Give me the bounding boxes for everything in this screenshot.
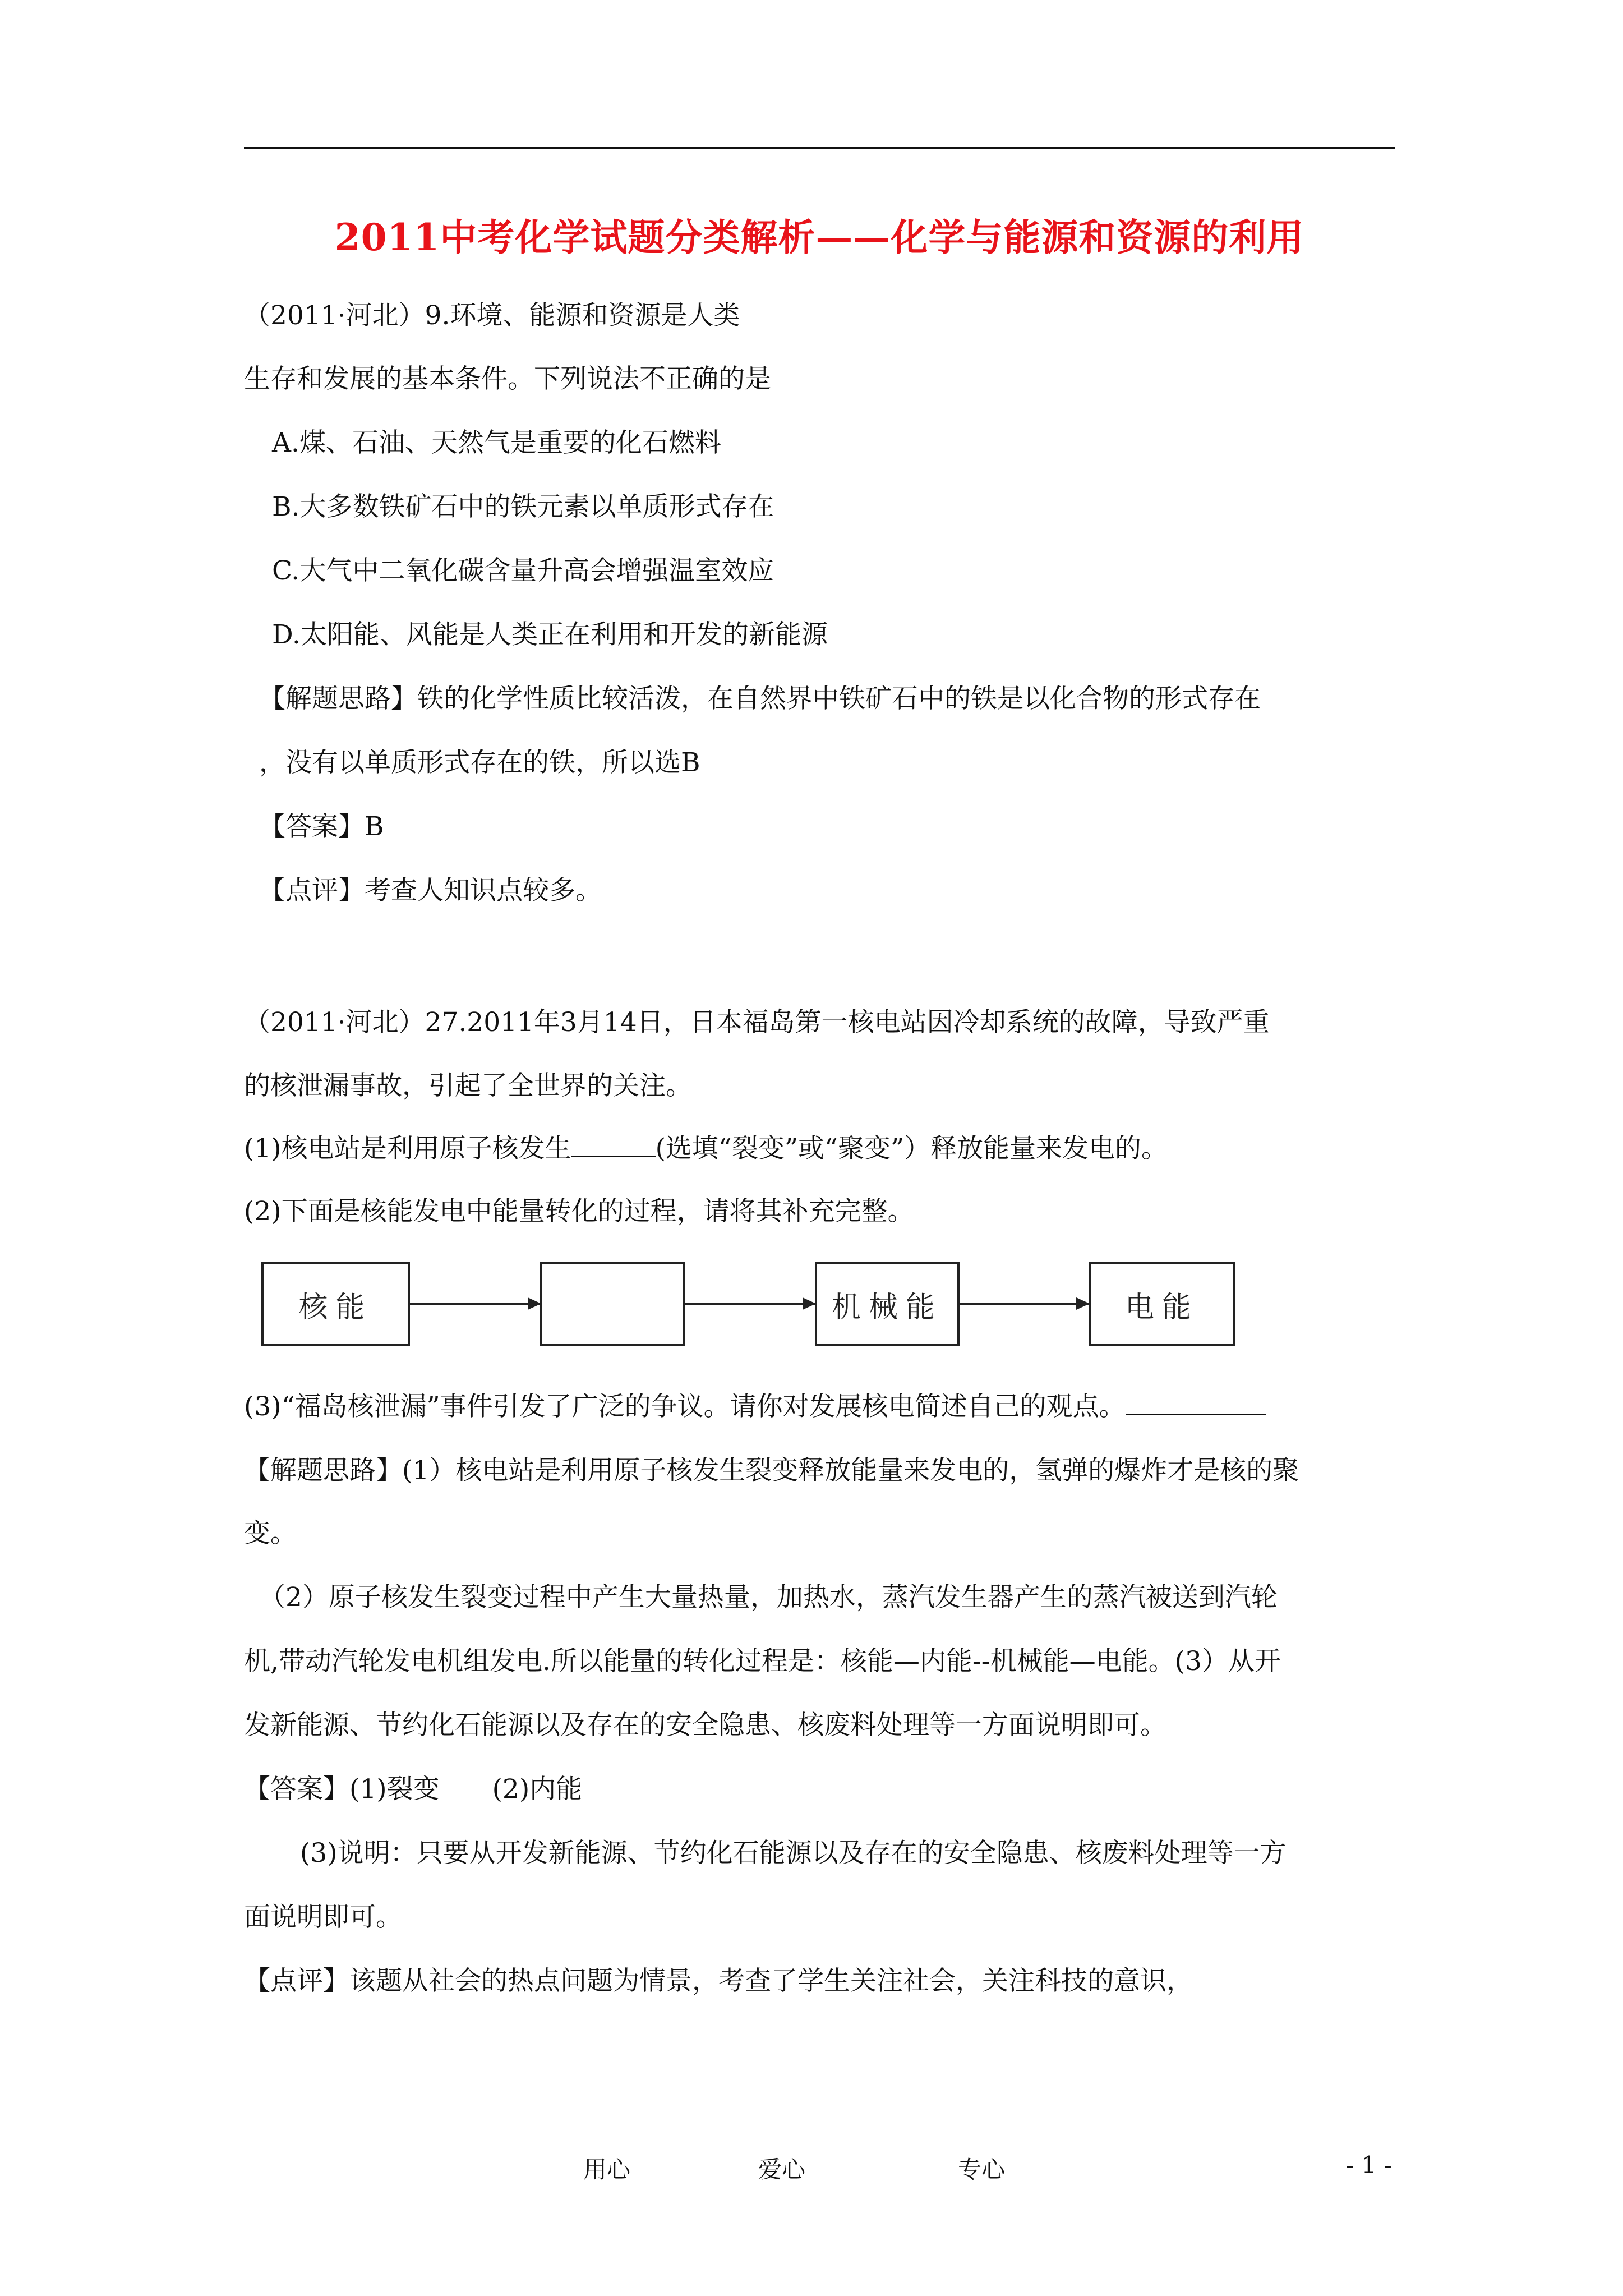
flow-box-nuclear: 核能 <box>261 1262 410 1346</box>
q2-part1-after: (选填“裂变”或“聚变”）释放能量来发电的。 <box>655 1133 1168 1164</box>
q1-source: （2011·河北）9.环境、能源和资源是人类 <box>244 300 740 331</box>
energy-flow-diagram <box>261 1262 1254 1352</box>
answer-blank <box>571 1133 656 1157</box>
q2-answer-part3: (3)说明：只要从开发新能源、节约化石能源以及存在的安全隐患、核废料处理等一方 <box>300 1838 1287 1869</box>
footer-left: 用心 <box>583 2156 631 2183</box>
q2-analysis-part2: （2）原子核发生裂变过程中产生大量热量，加热水，蒸汽发生器产生的蒸汽被送到汽轮 <box>259 1582 1278 1613</box>
flow-box-mechanical: 机械能 <box>815 1262 960 1346</box>
footer-middle: 爱心 <box>758 2156 806 2183</box>
flow-box-electric: 电能 <box>1089 1262 1235 1346</box>
q2-part1-before: (1)核电站是利用原子核发生 <box>244 1133 571 1164</box>
flow-arrow <box>960 1303 1089 1305</box>
q2-comment: 【点评】该题从社会的热点问题为情景，考查了学生关注社会，关注科技的意识， <box>244 1966 1193 1996</box>
flow-arrow <box>410 1303 540 1305</box>
q2-source: （2011·河北）27.2011年3月14日，日本福岛第一核电站因冷却系统的故障，导致严重 <box>244 1007 1270 1038</box>
flow-box-blank <box>540 1262 685 1346</box>
flow-arrow <box>685 1303 815 1305</box>
q2-part3 <box>244 1391 1266 1423</box>
q1-option-a: A.煤、石油、天然气是重要的化石燃料 <box>272 427 721 458</box>
header-rule <box>244 147 1395 149</box>
answer-blank-long <box>1126 1391 1266 1415</box>
q2-stem: 的核泄漏事故，引起了全世界的关注。 <box>244 1070 692 1101</box>
q2-answer: 【答案】(1)裂变 (2)内能 <box>244 1774 583 1805</box>
q2-analysis: 【解题思路】(1）核电站是利用原子核发生裂变释放能量来发电的，氢弹的爆炸才是核的聚 <box>244 1455 1299 1486</box>
q2-answer-part3-cont: 面说明即可。 <box>244 1902 402 1932</box>
q1-answer: 【答案】B <box>259 811 384 842</box>
q1-option-d: D.太阳能、风能是人类正在利用和开发的新能源 <box>272 619 828 650</box>
q1-comment: 【点评】考查人知识点较多。 <box>259 875 602 906</box>
footer-right: 专心 <box>958 2156 1006 2183</box>
q1-analysis: 【解题思路】铁的化学性质比较活泼，在自然界中铁矿石中的铁是以化合物的形式存在 <box>259 683 1261 714</box>
q2-part3-text: (3)“福岛核泄漏”事件引发了广泛的争议。请你对发展核电简述自己的观点。 <box>244 1391 1126 1422</box>
q2-part2: (2)下面是核能发电中能量转化的过程，请将其补充完整。 <box>244 1196 914 1227</box>
q1-analysis-cont: ，没有以单质形式存在的铁，所以选B <box>259 747 700 778</box>
q2-analysis-part2-cont: 机,带动汽轮发电机组发电.所以能量的转化过程是：核能—内能--机械能—电能。(3）从开 <box>244 1646 1281 1677</box>
page-title: 2011中考化学试题分类解析——化学与能源和资源的利用 <box>334 215 1304 259</box>
q1-option-b: B.大多数铁矿石中的铁元素以单质形式存在 <box>272 491 774 522</box>
q1-option-c: C.大气中二氧化碳含量升高会增强温室效应 <box>272 555 774 586</box>
q2-part1 <box>244 1133 1168 1165</box>
q2-analysis-cont: 变。 <box>244 1518 297 1549</box>
q1-stem: 生存和发展的基本条件。下列说法不正确的是 <box>244 364 771 394</box>
q2-analysis-part3: 发新能源、节约化石能源以及存在的安全隐患、核废料处理等一方面说明即可。 <box>244 1710 1166 1741</box>
page-number: - 1 - <box>1346 2151 1392 2179</box>
